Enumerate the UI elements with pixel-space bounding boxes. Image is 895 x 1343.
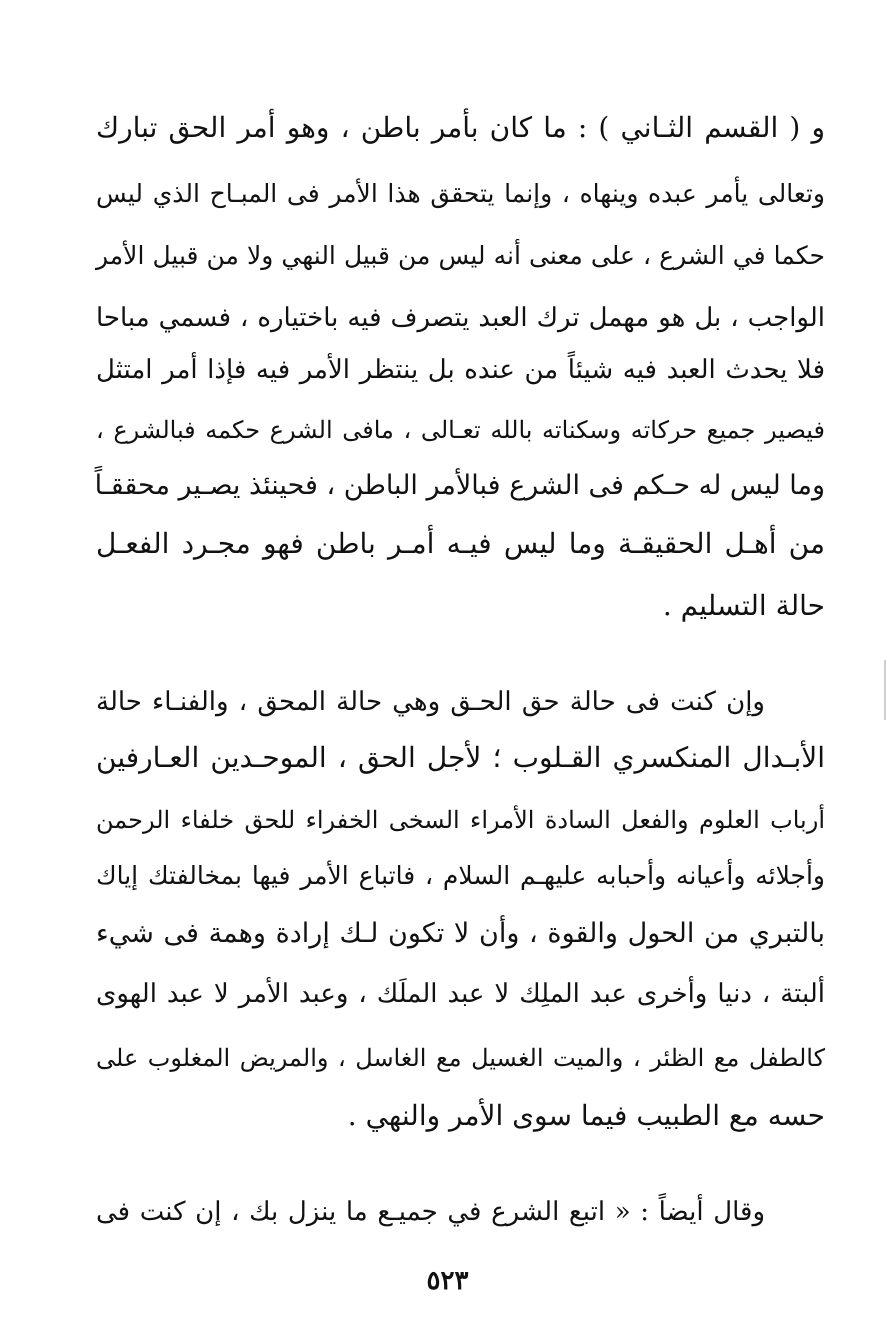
text-line: كالطفل مع الظئر ، والميت الغسيل مع الغاسل ، والمريض المغلوب على	[96, 1044, 825, 1072]
text-line: وإن كنت فى حالة حق الحـق وهي حالة المحق ، والفنـاء حالة	[96, 687, 765, 717]
text-line: حسه مع الطبيب فيما سوى الأمر والنهي .	[347, 1099, 825, 1132]
text-line: وتعالى يأمر عبده وينهاه ، وإنما يتحقق هذا الأمر فى المبـاح الذي ليس	[96, 179, 825, 208]
text-line: و ( القسم الثـاني ) : ما كان بأمر باطن ، وهو أمر الحق تبارك	[96, 111, 825, 144]
text-line: وأجلائه وأعيانه وأحبابه عليهـم السلام ، فاتباع الأمر فيها بمخالفتك إياك	[96, 861, 825, 890]
text-line: بالتبري من الحول والقوة ، وأن لا تكون لـك إرادة وهمة فى شيء	[96, 918, 825, 949]
text-line: الواجب ، بل هو مهمل ترك العبد يتصرف فيه باختياره ، فسمي مباحا	[96, 303, 825, 333]
text-line: حكما في الشرع ، على معنى أنه ليس من قبيل النهي ولا من قبيل الأمر	[96, 241, 825, 270]
text-line: أرباب العلوم والفعل السادة الأمراء السخى الخفراء للحق خلفاء الرحمن	[96, 806, 825, 834]
text-line: ألبتة ، دنيا وأخرى عبد الملِك لا عبد الملَك ، وعبد الأمر لا عبد الهوى	[96, 979, 825, 1009]
text-line: من أهـل الحقيقـة وما ليس فيـه أمـر باطن فهو مجـرد الفعـل	[96, 527, 825, 560]
text-line: حالة التسليم .	[662, 589, 825, 622]
text-line: الأبـدال المنكسري القـلوب ؛ لأجل الحق ، الموحـدين العـارفين	[96, 741, 825, 774]
text-line: وما ليس له حـكم فى الشرع فبالأمر الباطن ، فحينئذ يصـير محققـاً	[94, 470, 825, 501]
text-line: فلا يحدث العبد فيه شيئاً من عنده بل ينتظر الأمر فيه فإذا أمر امتثل	[96, 355, 825, 385]
text-line: وقال أيضاً : « اتبع الشرع في جميـع ما ينزل بك ، إن كنت فى	[96, 1197, 765, 1227]
text-line: فيصير جميع حركاته وسكناته بالله تعـالى ، مافى الشرع حكمه فبالشرع ،	[96, 416, 825, 444]
margin-mark	[884, 660, 886, 720]
page-number: ٥٢٣	[426, 1266, 469, 1296]
